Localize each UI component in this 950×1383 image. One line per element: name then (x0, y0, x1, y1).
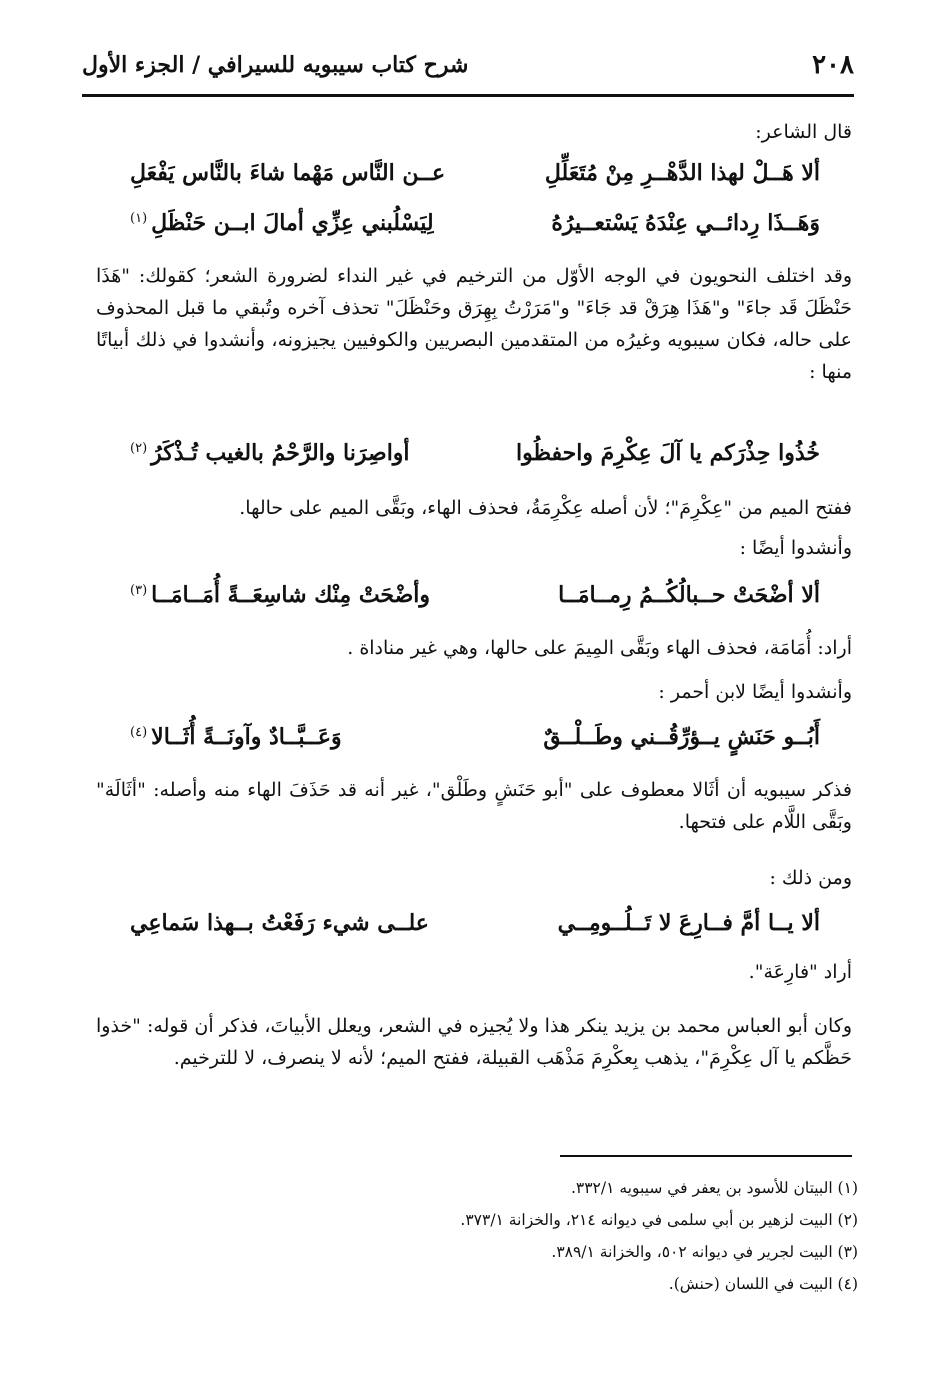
paragraph-ikrim: ففتح الميم من "عِكْرِمَ"؛ لأن أصله عِكْرِمَةُ، فحذف الهاء، وبَقَّى الميم على حالها. (239, 497, 852, 519)
verse-4-first-hemistich: ألا أضْحَتْ حــبالُكُــمُ رِمــامَــا (558, 582, 820, 608)
verse-2-second-hemistich-text: لِيَسْلُبني عِزِّي أمالَ ابــن حَنْظَلِ (151, 210, 434, 236)
footnote-rule (560, 1155, 852, 1157)
footnote-1: (١) البيتان للأسود بن يعفر في سيبويه ٣٣٢/١. (570, 1179, 858, 1197)
verse-4-second-hemistich-text: وأضْحَتْ مِنْك شاسِعَــةً أُمَــامَــا (151, 582, 431, 608)
paragraph-fariah: أراد "فارِعَة". (748, 961, 852, 983)
running-title: شرح كتاب سيبويه للسيرافي / الجزء الأول (82, 52, 469, 78)
paragraph-anshadu-1: وأنشدوا أيضًا : (739, 537, 852, 559)
verse-3-second-hemistich (130, 440, 410, 466)
paragraph-umama: أراد: أُمَامَة، فحذف الهاء وبَقَّى المِيمَ على حالها، وهي غير مناداة . (347, 637, 852, 659)
verse-line-1 (130, 160, 820, 196)
verse-3-first-hemistich: خُذُوا حِذْرَكم يا آلَ عِكْرِمَ واحفظُوا (515, 440, 820, 466)
footnote-marker-2: (٢) (130, 440, 148, 456)
verse-1-first-hemistich: ألا هَــلْ لهذا الدَّهْــرِ مِنْ مُتَعَلِّلِ (544, 160, 820, 186)
verse-5-first-hemistich: أَبُــو حَنَشٍ يــؤرِّقُــني وطَــلْــقٌ (543, 724, 820, 750)
paragraph-uthal: فذكر سيبويه أن أثَالا معطوف على "أبو حَنَشٍ وطَلْق"، غير أنه قد حَذَفَ الهاء منه وأصله: "أثَالَة" وبَقَّى اللَّام على فتحها. (96, 779, 852, 833)
verse-line-4 (130, 582, 820, 618)
verse-1-second-hemistich: عــن النَّاس مَهْما شاءَ بالنَّاس يَفْعَلِ (130, 160, 446, 186)
footnotes (358, 1172, 858, 1300)
page-number: ٢٠٨ (812, 50, 854, 80)
verse-line-3 (130, 440, 820, 476)
footnote-3: (٣) البيت لجرير في ديوانه ٥٠٢، والخزانة ٣٨٩/١. (551, 1243, 858, 1261)
footnote-2: (٢) البيت لزهير بن أبي سلمى في ديوانه ٢١٤، والخزانة ٣٧٣/١. (460, 1211, 858, 1229)
paragraph-anshadu-2: وأنشدوا أيضًا لابن أحمر : (658, 681, 852, 703)
page-header (82, 46, 854, 96)
verse-5-second-hemistich (130, 724, 342, 750)
verse-6-first-hemistich: ألا يــا أمَّ فــارِعَ لا تَــلُــومِــي (557, 910, 820, 936)
paragraph-min-dhalik: ومن ذلك : (769, 867, 852, 889)
verse-6-second-hemistich: علــى شيء رَفَعْتُ بــهذا سَماعِي (130, 910, 429, 936)
verse-4-second-hemistich (130, 582, 430, 608)
footnote-marker-4: (٤) (130, 724, 148, 740)
header-rule (82, 94, 854, 97)
footnote-4: (٤) البيت في اللسان (حنش). (668, 1275, 858, 1293)
verse-line-6 (130, 910, 820, 946)
verse-line-2 (130, 210, 820, 246)
verse-2-second-hemistich (130, 210, 434, 236)
verse-3-second-hemistich-text: أواصِرَنا والرَّحْمُ بالغيب تُـذْكَرُ (151, 440, 410, 466)
footnote-marker-1: (١) (130, 210, 148, 226)
paragraph-intro: قال الشاعر: (755, 121, 852, 143)
paragraph-grammar: وقد اختلف النحويون في الوجه الأوّل من الترخيم في غير النداء لضرورة الشعر؛ كقولك: "هَذَا حَنْظَلَ قَد جاءَ" و"هَذَا هِرَقْ قد جَاءَ" و"مَرَرْتُ بِهِرَق وحَنْظَلَ" تحذف آخره وتُبقي ما قبل المحذوف على حاله، فكان سيبويه وغيرُه من المتقدمين البصريين والكوفيين يجيزونه، وأنشدوا في ذلك أبياتًا منها : (96, 265, 852, 383)
paragraph-mubarrad: وكان أبو العباس محمد بن يزيد ينكر هذا ولا يُجيزه في الشعر، ويعلل الأبياتَ، فذكر أن قوله: "خذوا حَظَّكم يا آل عِكْرِمَ"، يذهب بِعكْرِمَ مَذْهَب القبيلة، ففتح الميم؛ لأنه لا ينصرف، لا للترخيم. (96, 1015, 852, 1069)
footnote-marker-3: (٣) (130, 582, 148, 598)
verse-line-5 (130, 724, 820, 760)
verse-5-second-hemistich-text: وَعَــبَّــادٌ وآونَــةً أُثَــالا (151, 724, 342, 750)
verse-2-first-hemistich: وَهَــذَا رِدائــي عِنْدَهُ يَسْتعــيرُهُ (551, 210, 820, 236)
